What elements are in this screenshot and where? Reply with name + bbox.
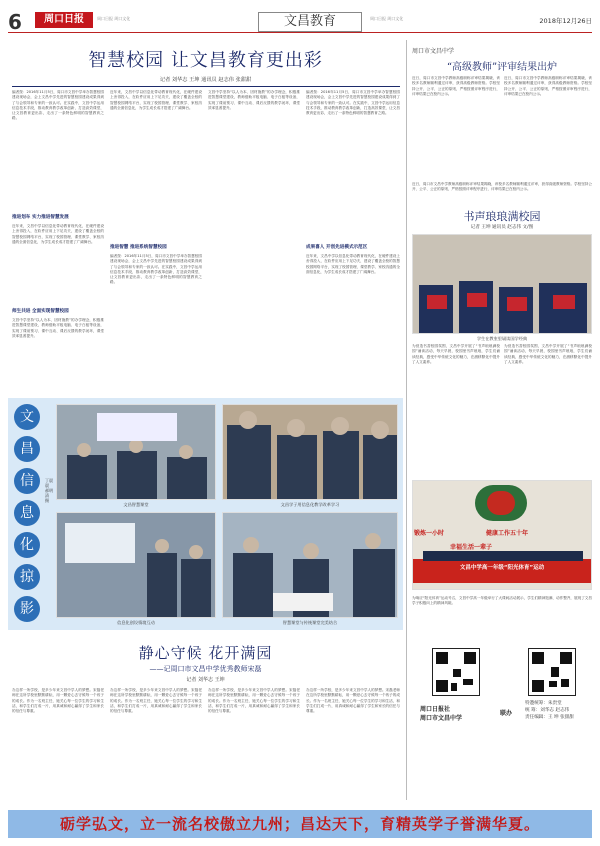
main-headline: 智慧校园 让文昌教育更出彩 bbox=[88, 50, 323, 71]
sports-banner: 文昌中学高一年级“阳光体育”运动 bbox=[459, 565, 545, 571]
photo-students-tablets bbox=[222, 404, 398, 500]
qr-code-newspaper[interactable] bbox=[432, 648, 480, 696]
main-column-2 bbox=[110, 90, 202, 390]
review-headline: “高级教师”评审结果出炉 bbox=[446, 62, 558, 73]
main-column-1 bbox=[12, 90, 104, 390]
main-text-4: 近年来，文昌中学以信息化带动教育现代化，在硬件建设上舍得投入，在软件应用上下足功夫，建设了覆盖全校的智慧校园网络平台，实现了校园管理、课堂教学、家校沟通的全面信息化，为学生成长成才搭建了广阔舞台。 bbox=[110, 90, 202, 110]
main-byline: 记者 刘华志 王坤 通讯员 赵志伟 张甜甜 bbox=[159, 77, 252, 83]
sports-sign-2: 健康工作五十年 bbox=[486, 530, 529, 537]
sports-sign-1: 锻炼一小时 bbox=[414, 530, 445, 537]
reading-text-1: 为营造书香校园氛围，文昌中学开展了“书声琅琅满校园”诵读活动，每天早晨，校园里书声琅琅，学生们诵读经典，感受中华传统文化的魅力，在潜移默化中提升了人文素养。 bbox=[412, 344, 500, 364]
section-title: 文昌教育 bbox=[258, 12, 362, 32]
reading-photo-caption: 学生在教室里诵读国学经典 bbox=[476, 336, 528, 341]
sports-sign-3: 幸福生活一辈子 bbox=[450, 544, 493, 551]
main-text-2: 近年来，文昌中学以信息化带动教育现代化，在硬件建设上舍得投入，在软件应用上下足功夫，建设了覆盖全校的智慧校园网络平台，实现了校园管理、课堂教学、家校沟通的全面信息化，为学生成长成才搭建了广阔舞台。 bbox=[12, 224, 104, 244]
teacher-text-1: 办这样一所学校，是多少年来文昌中学人的梦想。宋磊老师在这所学校里默默耕耘，用一颗爱心去守候每一个孩子的成长。作为一名班主任，她关心每一位学生的学习和生活，和学生们打成一片，用真诚和耐心赢得了学生和家长的信任与尊重。 bbox=[12, 688, 104, 714]
vertical-char: 昌 bbox=[14, 436, 40, 462]
main-text-6: 文昌中学坚持“以人为本、因材施教”的办学理念，积极推进智慧课堂建设，教师借助平板电脑、电子白板等设备，实现了课前预习、课中互动、课后反馈的教学闭环，课堂效率显著提升。 bbox=[208, 90, 300, 110]
main-text-7: 编者按：2016年11月5日，周口市文昌中学举办智慧校园建设现场会，会上文昌中学先进的智慧校园建设成果得到了与会领导和专家的一致认可。在实践中，文昌中学运用信息技术手段，推动教育教学改革创新，打造高效课堂，让文昌教育更出彩，走出了一条特色鲜明的智慧教育之路。 bbox=[306, 90, 400, 116]
editor-credit-3: 责任编辑：王 坤 张甜甜 bbox=[525, 715, 574, 720]
photo-caption-1: 文昌智慧课堂 bbox=[123, 502, 149, 507]
photo-caption-4: 智慧课堂与传统课堂完美结合 bbox=[282, 620, 338, 625]
column-rule bbox=[406, 40, 407, 800]
reading-byline: 记者 王坤 通讯员 赵志伟 文/图 bbox=[470, 225, 534, 230]
main-column-4 bbox=[306, 90, 400, 390]
photo-smart-lesson bbox=[222, 512, 398, 618]
qr-label-school: 周口市文昌中学 bbox=[420, 715, 463, 722]
review-text-3: 近日，周口市文昌中学教师高级职称评审结果揭晓，该校多名教师顺利通过评审，获得高级教师资格。学校坚持公开、公平、公正的原则，严格按照评审程序进行，评审结果已在校内公示。 bbox=[412, 182, 592, 192]
reading-text-2: 为营造书香校园氛围，文昌中学开展了“书声琅琅满校园”诵读活动，每天早晨，校园里书声琅琅，学生们诵读经典，感受中华传统文化的魅力，在潜移默化中提升了人文素养。 bbox=[504, 344, 592, 364]
teacher-text-4: 办这样一所学校，是多少年来文昌中学人的梦想。宋磊老师在这所学校里默默耕耘，用一颗爱心去守候每一个孩子的成长。作为一名班主任，她关心每一位学生的学习和生活，和学生们打成一片，用真诚和耐心赢得了学生和家长的信任与尊重。 bbox=[306, 688, 400, 714]
qr-label-newspaper: 周口日报社 bbox=[420, 706, 451, 713]
photo-reading-class bbox=[412, 234, 592, 334]
main-text-8: 近年来，文昌中学以信息化带动教育现代化，在硬件建设上舍得投入，在软件应用上下足功夫，建设了覆盖全校的智慧校园网络平台，实现了校园管理、课堂教学、家校沟通的全面信息化，为学生成长成才搭建了广阔舞台。 bbox=[306, 254, 400, 274]
main-text-1: 编者按：2016年11月5日，周口市文昌中学举办智慧校园建设现场会，会上文昌中学先进的智慧校园建设成果得到了与会领导和专家的一致认可。在实践中，文昌中学运用信息技术手段，推动教育教学改革创新，打造高效课堂，让文昌教育更出彩，走出了一条特色鲜明的智慧教育之路。 bbox=[12, 90, 104, 121]
review-text-1: 近日，周口市文昌中学教师高级职称评审结果揭晓，该校多名教师顺利通过评审，获得高级教师资格。学校坚持公开、公平、公正的原则，严格按照评审程序进行，评审结果已在校内公示。 bbox=[412, 76, 500, 96]
photo-caption-3: 信息化创设情境互动 bbox=[117, 620, 155, 625]
teacher-byline: 记者 刘华志 王坤 bbox=[186, 677, 225, 683]
headline-divider bbox=[12, 86, 400, 87]
newspaper-logo: 周口日报 bbox=[35, 12, 93, 28]
main-subhead-1: 推进划车 实力推进智慧发展 bbox=[12, 215, 69, 220]
vertical-title bbox=[11, 404, 43, 624]
editor-credit-1: 特邀统筹：朱贵堂 bbox=[525, 701, 562, 706]
vertical-char: 化 bbox=[14, 532, 40, 558]
main-subhead-3: 推进智慧 推进系统智慧校园 bbox=[110, 245, 167, 250]
header-left-meta: 周口日报 周口文化 bbox=[97, 16, 131, 21]
vertical-char: 息 bbox=[14, 500, 40, 526]
main-subhead-2: 师生共进 全面实现智慧校园 bbox=[12, 309, 69, 314]
issue-date: 2018年12月26日 bbox=[539, 17, 592, 25]
teacher-subheadline: ——记周口市文昌中学优秀教师宋磊 bbox=[149, 665, 262, 673]
teacher-text-3: 办这样一所学校，是多少年来文昌中学人的梦想。宋磊老师在这所学校里默默耕耘，用一颗爱心去守候每一个孩子的成长。作为一名班主任，她关心每一位学生的学习和生活，和学生们打成一片，用真诚和耐心赢得了学生和家长的信任与尊重。 bbox=[208, 688, 300, 714]
vertical-char: 影 bbox=[14, 596, 40, 622]
teacher-headline: 静心守候 花开满园 bbox=[138, 644, 273, 662]
editor-credit-2: 统 筹：刘华志 赵志伟 bbox=[525, 708, 570, 713]
review-text-2: 近日，周口市文昌中学教师高级职称评审结果揭晓，该校多名教师顺利通过评审，获得高级教师资格。学校坚持公开、公平、公正的原则，严格按照评审程序进行，评审结果已在校内公示。 bbox=[504, 76, 592, 96]
photographer-credit: 丁晨晨 郝明清 摄 bbox=[45, 478, 53, 503]
qr-code-school[interactable] bbox=[528, 648, 576, 696]
main-text-3: 文昌中学坚持“以人为本、因材施教”的办学理念，积极推进智慧课堂建设，教师借助平板电脑、电子白板等设备，实现了课前预习、课中互动、课后反馈的教学闭环，课堂效率显著提升。 bbox=[12, 318, 104, 338]
page-number: 6 bbox=[8, 10, 22, 34]
photo-caption-2: 文昌学子用信息化教学改革学习 bbox=[280, 502, 340, 507]
school-motto-banner: 砺学弘文，立一流名校傲立九州；昌达天下，育精英学子誉满华夏。 bbox=[8, 810, 592, 838]
vertical-char: 信 bbox=[14, 468, 40, 494]
photo-classroom bbox=[56, 404, 216, 500]
vertical-char: 文 bbox=[14, 404, 40, 430]
main-subhead-4: 成果喜人 开创先进模式示范区 bbox=[306, 245, 368, 250]
main-text-5: 编者按：2016年11月5日，周口市文昌中学举办智慧校园建设现场会，会上文昌中学先进的智慧校园建设成果得到了与会领导和专家的一致认可。在实践中，文昌中学运用信息技术手段，推动教育教学改革创新，打造高效课堂，让文昌教育更出彩，走出了一条特色鲜明的智慧教育之路。 bbox=[110, 254, 202, 285]
photo-interactive-board bbox=[56, 512, 216, 618]
qr-join-label: 联办 bbox=[500, 710, 513, 717]
right-org: 周口市文昌中学 bbox=[412, 48, 455, 55]
vertical-char: 掠 bbox=[14, 564, 40, 590]
sports-text: 为响应“阳光体育”运动号召，文昌中学高一年级举行了大课间活动展示，学生们精神饱满、动作整齐，展现了文昌学子积极向上的精神风貌。 bbox=[412, 596, 592, 606]
main-column-3 bbox=[208, 90, 300, 390]
reading-headline: 书声琅琅满校园 bbox=[463, 210, 541, 223]
teacher-text-2: 办这样一所学校，是多少年来文昌中学人的梦想。宋磊老师在这所学校里默默耕耘，用一颗爱心去守候每一个孩子的成长。作为一名班主任，她关心每一位学生的学习和生活，和学生们打成一片，用真诚和耐心赢得了学生和家长的信任与尊重。 bbox=[110, 688, 202, 714]
header-right-meta: 周口日报 周口文化 bbox=[370, 16, 404, 21]
